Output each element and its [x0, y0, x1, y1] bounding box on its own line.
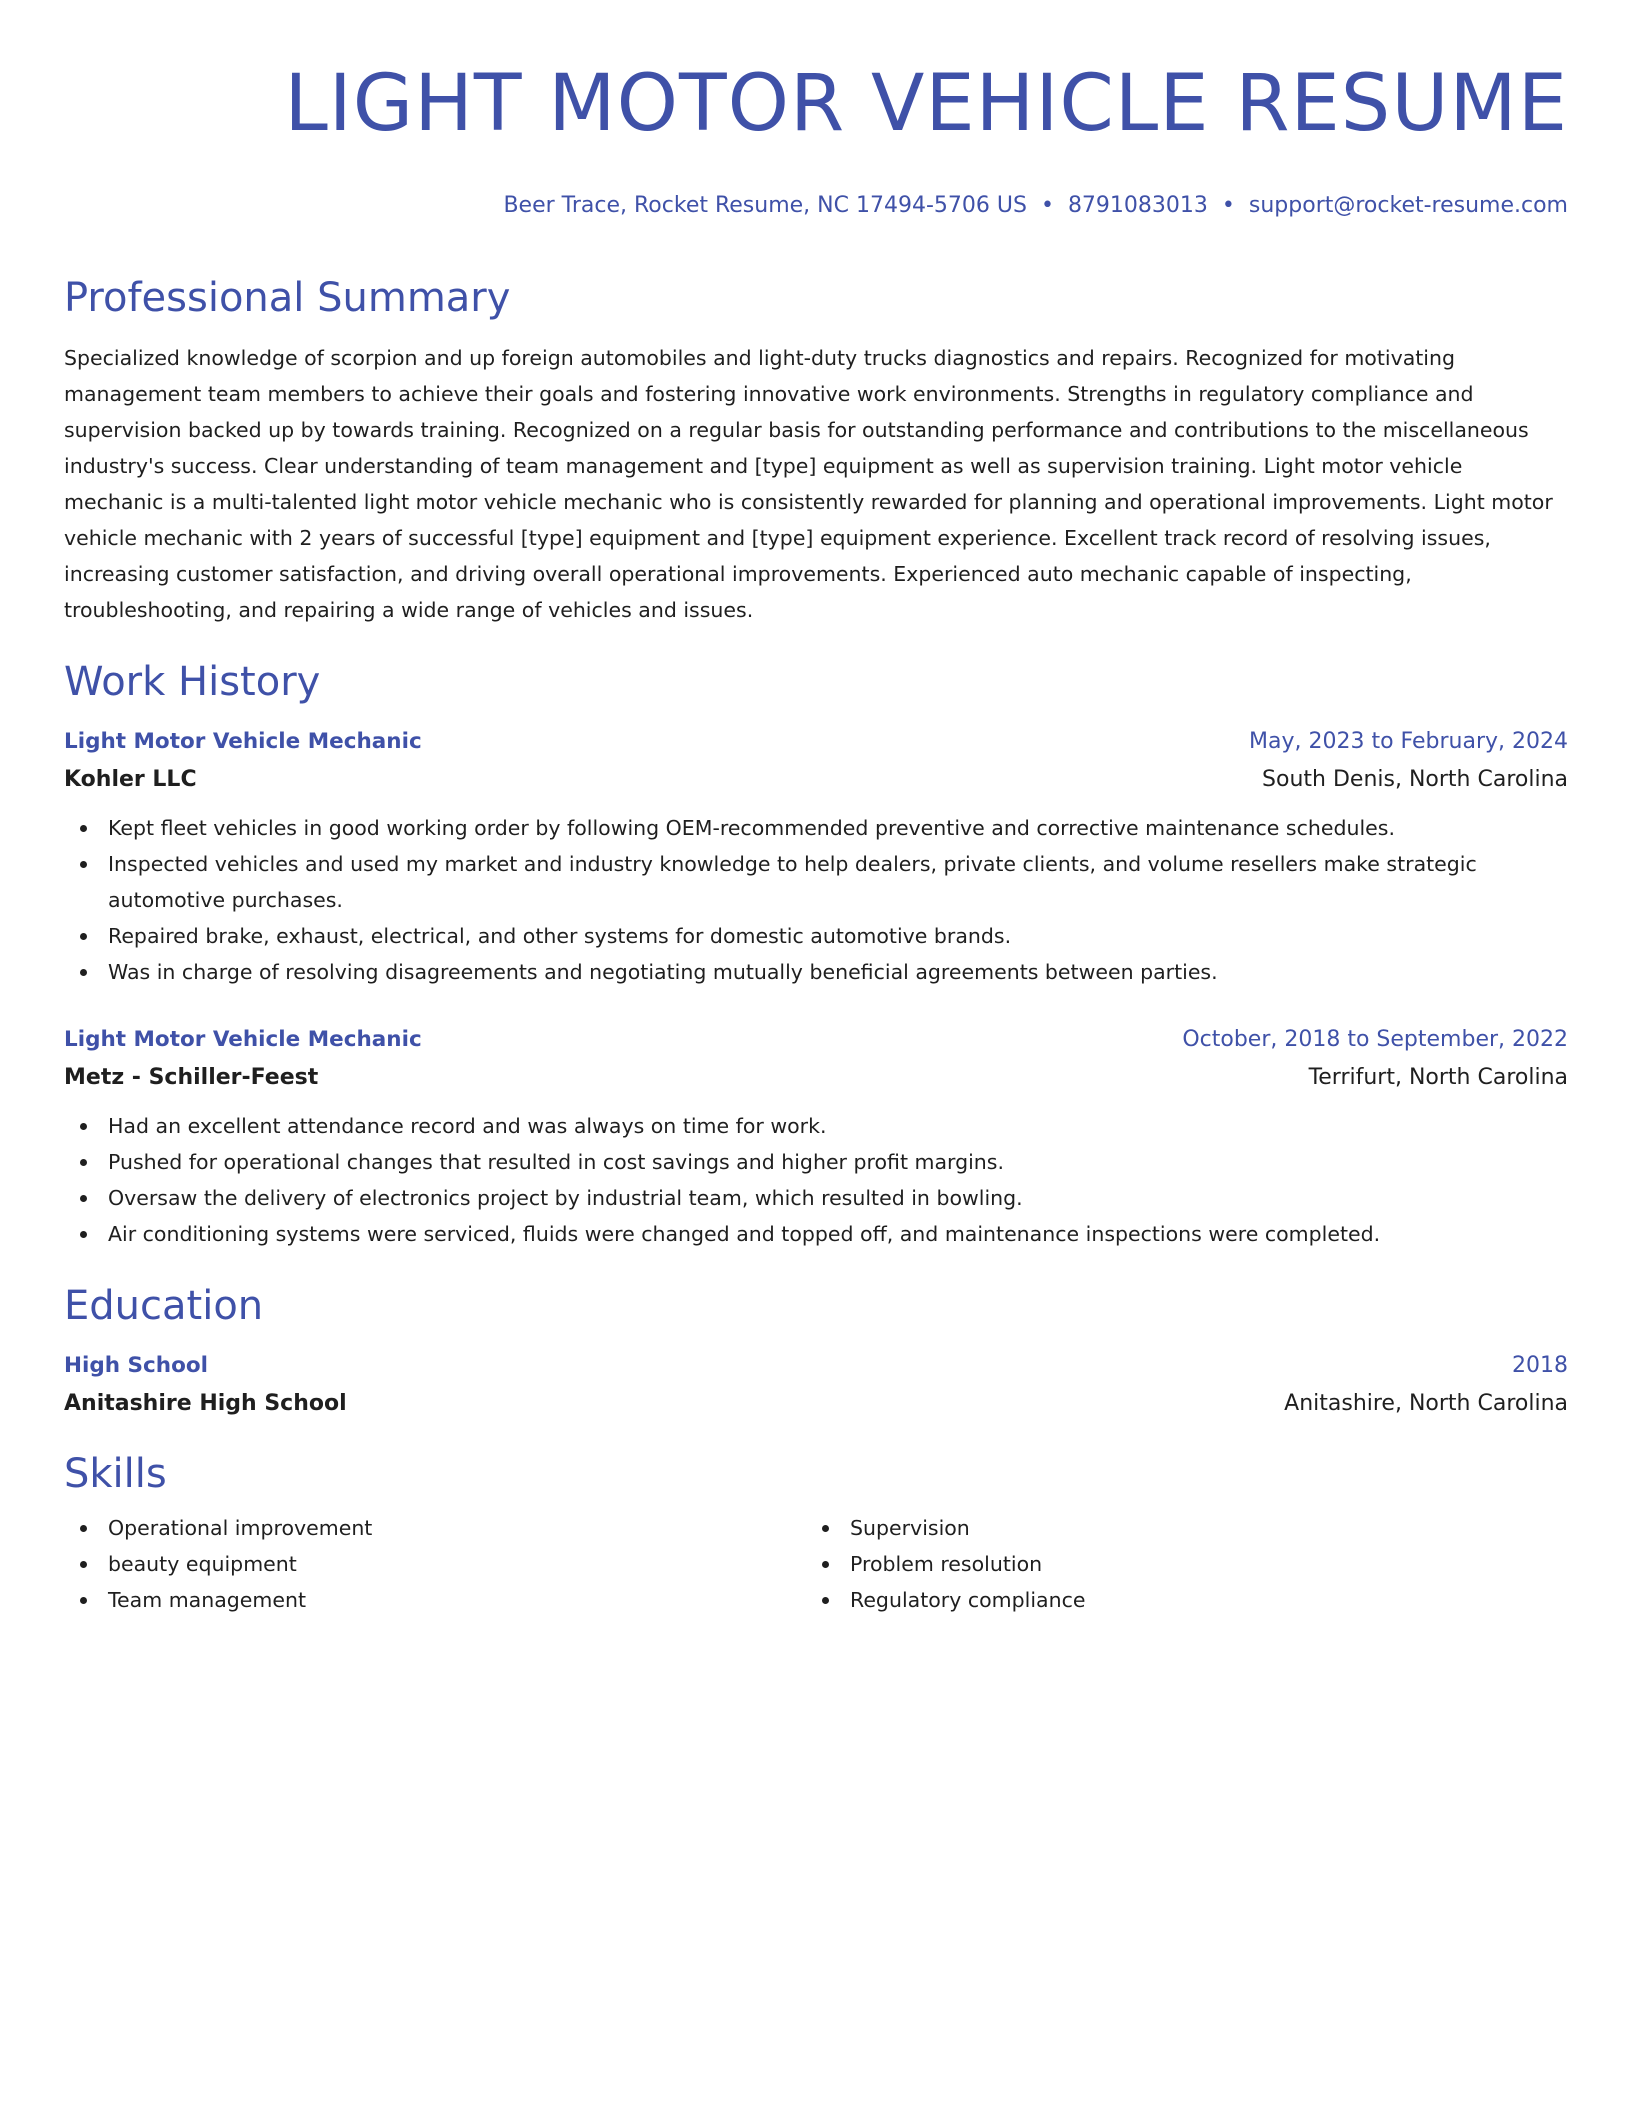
job-entry: [64, 724, 1568, 990]
skill-item: beauty equipment: [64, 1546, 806, 1582]
education-degree: High School: [64, 1353, 208, 1378]
job-role: Light Motor Vehicle Mechanic: [64, 729, 422, 754]
skills-columns: [64, 1510, 1568, 1618]
contact-address: Beer Trace, Rocket Resume, NC 17494-5706 US: [503, 193, 1027, 218]
education-heading: Education: [64, 1283, 264, 1329]
contact-email: support@rocket-resume.com: [1248, 193, 1568, 218]
education-year: 2018: [1512, 1353, 1568, 1378]
job-employer-row: [64, 1058, 1568, 1098]
job-employer-row: [64, 760, 1568, 800]
resume-page: [64, 0, 1568, 1618]
skill-item: Problem resolution: [806, 1546, 1548, 1582]
education-entry: [64, 1348, 1568, 1424]
job-duty: Had an excellent attendance record and was always on time for work.: [64, 1108, 1568, 1144]
skills-list-right: [806, 1510, 1548, 1618]
work-history-heading: Work History: [64, 659, 321, 705]
job-employer: Kohler LLC: [64, 767, 197, 792]
job-duty: Repaired brake, exhaust, electrical, and other systems for domestic automotive brands.: [64, 918, 1568, 954]
job-duty: Oversaw the delivery of electronics project by industrial team, which resulted in bowling.: [64, 1180, 1568, 1216]
job-entry: [64, 1022, 1568, 1252]
job-location: Terrifurt, North Carolina: [1308, 1065, 1568, 1090]
professional-summary-heading: Professional Summary: [64, 275, 511, 321]
job-employer: Metz - Schiller-Feest: [64, 1065, 319, 1090]
job-duties-list: [64, 810, 1568, 990]
education-school-row: [64, 1384, 1568, 1424]
job-header-row: [64, 724, 1568, 760]
skill-item: Operational improvement: [64, 1510, 806, 1546]
job-dates: May, 2023 to February, 2024: [1249, 729, 1568, 754]
job-duty: Pushed for operational changes that resulted in cost savings and higher profit margins.: [64, 1144, 1568, 1180]
education-school: Anitashire High School: [64, 1391, 347, 1416]
education-location: Anitashire, North Carolina: [1284, 1391, 1568, 1416]
education-header-row: [64, 1348, 1568, 1384]
job-duties-list: [64, 1108, 1568, 1252]
job-duty: Was in charge of resolving disagreements and negotiating mutually beneficial agreements between parties.: [64, 954, 1568, 990]
job-dates: October, 2018 to September, 2022: [1182, 1027, 1568, 1052]
job-location: South Denis, North Carolina: [1262, 767, 1568, 792]
skill-item: Regulatory compliance: [806, 1582, 1548, 1618]
resume-title: LIGHT MOTOR VEHICLE RESUME: [284, 59, 1568, 149]
skills-list-left: [64, 1510, 806, 1618]
contact-separator: •: [1040, 193, 1054, 218]
skill-item: Supervision: [806, 1510, 1548, 1546]
contact-separator: •: [1221, 193, 1235, 218]
skills-heading: Skills: [64, 1451, 167, 1497]
job-header-row: [64, 1022, 1568, 1058]
job-role: Light Motor Vehicle Mechanic: [64, 1027, 422, 1052]
job-duty: Kept fleet vehicles in good working order by following OEM-recommended preventive and corrective maintenance schedules.: [64, 810, 1568, 846]
contact-line: [64, 192, 1568, 220]
contact-phone: 8791083013: [1067, 193, 1208, 218]
job-duty: Air conditioning systems were serviced, fluids were changed and topped off, and maintenance inspections were completed.: [64, 1216, 1568, 1252]
professional-summary-text: Specialized knowledge of scorpion and up foreign automobiles and light-duty trucks diagnostics and repairs. Recognized for motivating management team members to achieve their goals and fostering innovative work environments. Strengths in regulatory compliance and supervision backed up by towards training. Recognized on a regular basis for outstanding performance and contributions to the miscellaneous industry's success. Clear understanding of team management and [type] equipment as well as supervision training. Light motor vehicle mechanic is a multi-talented light motor vehicle mechanic who is consistently rewarded for planning and operational improvements. Light motor vehicle mechanic with 2 years of successful [type] equipment and [type] equipment experience. Excellent track record of resolving issues, increasing customer satisfaction, and driving overall operational improvements. Experienced auto mechanic capable of inspecting, troubleshooting, and repairing a wide range of vehicles and issues.: [64, 346, 1553, 622]
job-duty: Inspected vehicles and used my market and industry knowledge to help dealers, private clients, and volume resellers make strategic automotive purchases.: [64, 846, 1568, 918]
skill-item: Team management: [64, 1582, 806, 1618]
